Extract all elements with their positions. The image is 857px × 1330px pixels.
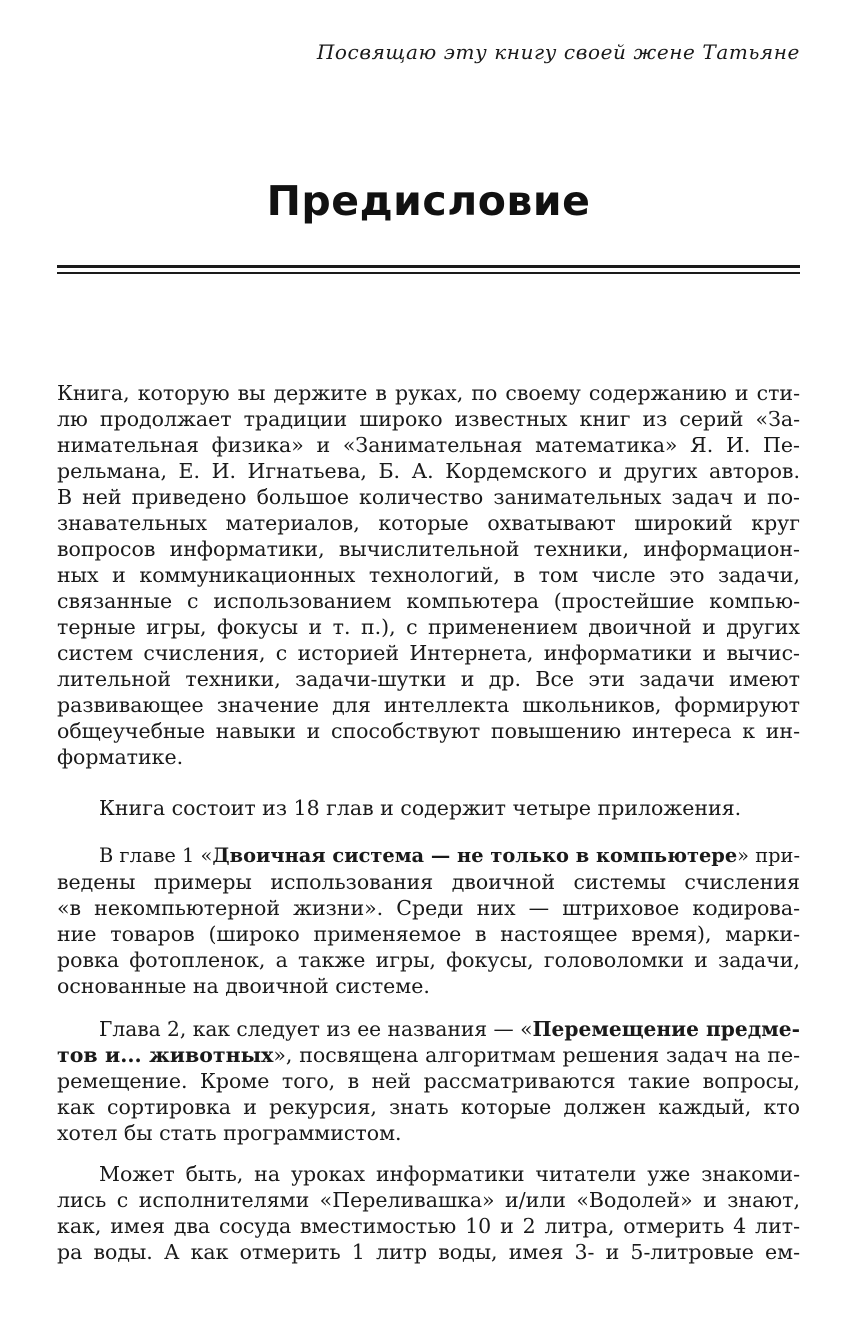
text-line: «в некомпьютерной жизни». Среди них — штриховое кодирова- bbox=[57, 896, 800, 920]
text-line: вопросов информатики, вычислительной техники, информацион- bbox=[57, 537, 800, 561]
text-line: терные игры, фокусы и т. п.), с применением двоичной и других bbox=[57, 615, 800, 639]
text-line: Книга, которую вы держите в руках, по своему содержанию и сти- bbox=[57, 381, 800, 405]
text-line: развивающее значение для интеллекта школьников, формируют bbox=[57, 693, 800, 717]
paragraph-chapter-2 bbox=[57, 1016, 800, 1146]
text-line: ремещение. Кроме того, в ней рассматриваются такие вопросы, bbox=[57, 1069, 800, 1093]
text-line: Книга состоит из 18 глав и содержит четыре приложения. bbox=[99, 796, 742, 820]
text-line bbox=[57, 1042, 800, 1068]
text-line: общеучебные навыки и способствуют повышению интереса к ин- bbox=[57, 719, 800, 743]
chapter-2-title-part1: Перемещение предме- bbox=[532, 1017, 800, 1041]
text-line: лительной техники, задачи-шутки и др. Все эти задачи имеют bbox=[57, 667, 800, 691]
text-line bbox=[57, 1016, 800, 1042]
text-line: лись с исполнителями «Переливашка» и/или «Водолей» и знают, bbox=[57, 1188, 800, 1212]
page-title: Предисловие bbox=[266, 177, 591, 225]
paragraph-chapter-1 bbox=[57, 843, 800, 999]
paragraph-liquids bbox=[57, 1161, 800, 1265]
text-line: Может быть, на уроках информатики читатели уже знакоми- bbox=[99, 1162, 800, 1186]
text-line: ведены примеры использования двоичной системы счисления bbox=[57, 870, 800, 894]
text-run: В главе 1 « bbox=[99, 844, 213, 867]
text-line: связанные с использованием компьютера (простейшие компью- bbox=[57, 589, 800, 613]
text-line: В ней приведено большое количество занимательных задач и по- bbox=[57, 485, 800, 509]
text-line: как сортировка и рекурсия, знать которые должен каждый, кто bbox=[57, 1095, 800, 1119]
text-line: хотел бы стать программистом. bbox=[57, 1121, 402, 1145]
text-line: лю продолжает традиции широко известных книг из серий «За- bbox=[57, 407, 800, 431]
text-line: систем счисления, с историей Интернета, информатики и вычис- bbox=[57, 641, 800, 665]
text-line: ра воды. А как отмерить 1 литр воды, имея 3- и 5-литровые ем- bbox=[57, 1240, 800, 1264]
chapter-1-title: Двоичная система — не только в компьютере bbox=[212, 844, 738, 867]
text-line: знавательных материалов, которые охватывают широкий круг bbox=[57, 511, 800, 535]
title-rule-thin bbox=[57, 272, 800, 274]
text-line: основанные на двоичной системе. bbox=[57, 974, 430, 998]
text-line: форматике. bbox=[57, 745, 184, 769]
text-line: ных и коммуникационных технологий, в том числе это задачи, bbox=[57, 563, 800, 587]
title-rule-thick bbox=[57, 265, 800, 268]
text-line bbox=[57, 843, 800, 869]
text-line: нимательная физика» и «Занимательная математика» Я. И. Пе- bbox=[57, 433, 800, 457]
text-run: Глава 2, как следует из ее названия — « bbox=[99, 1017, 533, 1041]
text-line: ровка фотопленок, а также игры, фокусы, головоломки и задачи, bbox=[57, 948, 800, 972]
dedication: Посвящаю эту книгу своей жене Татьяне bbox=[316, 40, 800, 64]
text-run: », посвящена алгоритмам решения задач на пе- bbox=[273, 1043, 800, 1067]
paragraph-structure bbox=[57, 795, 800, 821]
text-run: » при- bbox=[737, 844, 800, 867]
text-line: как, имея два сосуда вместимостью 10 и 2 литра, отмерить 4 лит- bbox=[57, 1214, 800, 1238]
text-line: ние товаров (широко применяемое в настоящее время), марки- bbox=[57, 922, 800, 946]
chapter-2-title-part2: тов и... животных bbox=[57, 1043, 274, 1067]
paragraph-intro bbox=[57, 380, 800, 770]
text-line: рельмана, Е. И. Игнатьева, Б. А. Кордемского и других авторов. bbox=[57, 459, 800, 483]
